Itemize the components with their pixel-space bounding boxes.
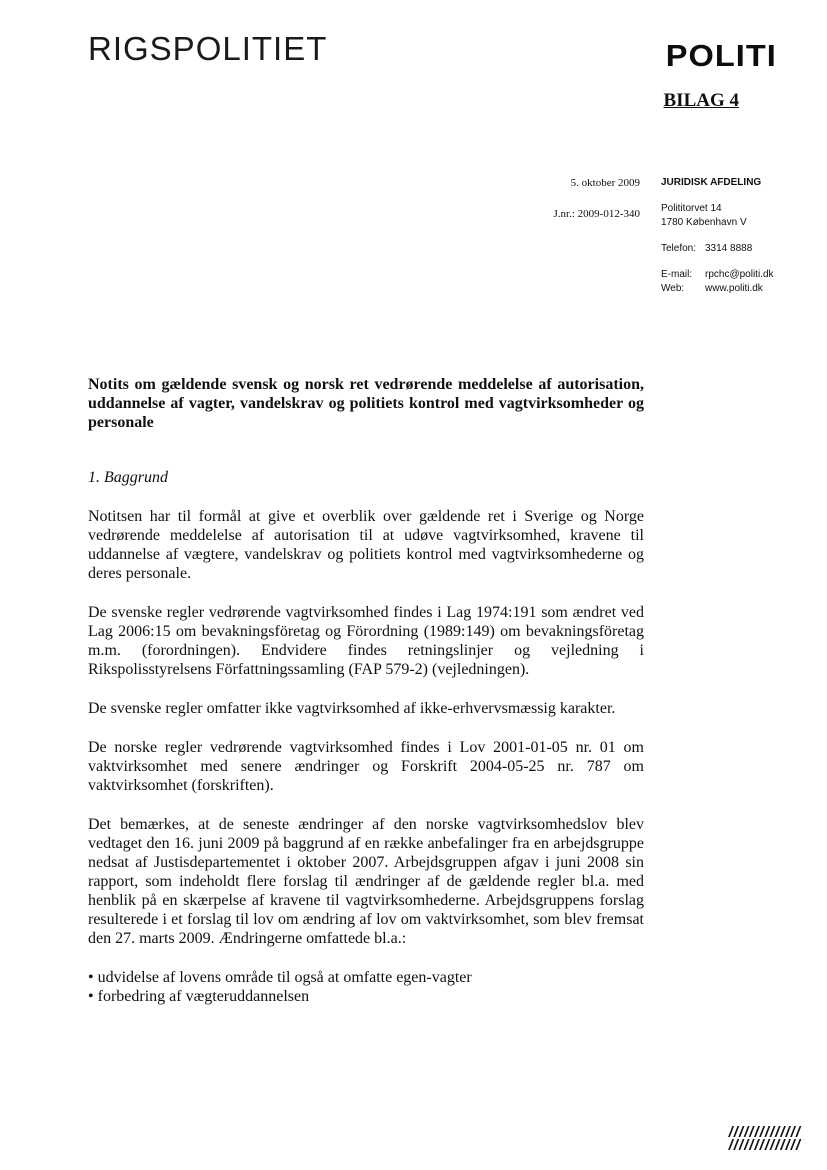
org-name: RIGSPOLITIET [88, 30, 328, 67]
paragraph: De norske regler vedrørende vagtvirksomhed findes i Lov 2001-01-05 nr. 01 om vaktvirksomhet med senere ændringer og Forskrift 2004-05-25 nr. 787 om vaktvirksomhet (forskriften). [88, 739, 644, 794]
document-title: Notits om gældende svensk og norsk ret vedrørende meddelelse af autorisation, uddannelse af vagter, vandelskrav og politiets kontrol med vagtvirksomheder og personale [88, 376, 644, 431]
stripe-row-bottom: ////////////// [728, 1137, 801, 1154]
appendix-label: BILAG 4 [663, 90, 739, 111]
bullet-icon: • [88, 988, 94, 1005]
list-item-text: udvidelse af lovens område til også at omfatte egen-vagter [97, 969, 472, 986]
phone-row [661, 242, 774, 256]
email-value[interactable]: rpchc@politi.dk [705, 269, 774, 280]
web-label: Web: [661, 283, 685, 294]
address-line: Polititorvet 14 [661, 203, 722, 214]
address-block [661, 202, 774, 230]
sender-details [661, 176, 774, 296]
paragraph: Det bemærkes, at de seneste ændringer af den norske vagtvirksomhedslov blev vedtaget den 16. juni 2009 på baggrund af en række anbefalinger fra en arbejdsgruppe nedsat af Justisdepartementet i oktober 2007. Arbejdsgruppen afgav i juni 2008 sin rapport, som indeholdt flere forslag til ændringer af de gældende regler bl.a. med henblik på en skærpelse af kravene til vagtvirksomhederne. Arbejdsgruppens forslag resulterede i et forslag til lov om ændring af lov om vaktvirksomhet, som blev fremsat den 27. marts 2009. Ændringerne omfattede bl.a.: [88, 816, 644, 947]
phone-label: Telefon: [661, 243, 697, 254]
bullet-icon: • [88, 969, 94, 986]
paragraph: Notitsen har til formål at give et overblik over gældende ret i Sverige og Norge vedrørende meddelelse af autorisation til at udøve vagtvirksomhed, kravene til uddannelse af vægtere, vandelskrav og politiets kontrol med vagtvirksomhederne og deres personale. [88, 508, 644, 582]
email-label: E-mail: [661, 269, 693, 280]
email-row [661, 268, 774, 282]
web-row [661, 282, 774, 296]
address-line: 1780 København V [661, 217, 747, 228]
section-heading: 1. Baggrund [88, 469, 168, 486]
brand-logo: POLITI [665, 38, 777, 73]
department-name: JURIDISK AFDELING [661, 177, 762, 188]
list-item-text: forbedring af vægteruddannelsen [97, 988, 310, 1005]
web-value[interactable]: www.politi.dk [705, 283, 763, 294]
document-date: 5. oktober 2009 [570, 177, 640, 189]
list-item [88, 968, 644, 987]
paragraph: De svenske regler vedrørende vagtvirksomhed findes i Lag 1974:191 som ændret ved Lag 2006:15 om bevakningsföretag og Förordning (1989:149) om bevakningsföretag m.m. (forordningen). Endvidere findes retningslinjer og vejledning i Rikspolisstyrelsens Författningssamling (FAP 579-2) (vejledningen). [88, 604, 644, 678]
phone-value: 3314 8888 [705, 243, 753, 254]
list-item [88, 987, 644, 1006]
document-meta [554, 176, 640, 221]
bullet-list [88, 968, 644, 1006]
paragraph: De svenske regler omfatter ikke vagtvirksomhed af ikke-erhvervsmæssig karakter. [88, 700, 616, 717]
document-body [88, 375, 644, 1006]
stripe-row-top: ////////////// [728, 1124, 801, 1141]
police-stripe-mark [729, 1126, 801, 1152]
journal-number: J.nr.: 2009-012-340 [553, 208, 640, 220]
